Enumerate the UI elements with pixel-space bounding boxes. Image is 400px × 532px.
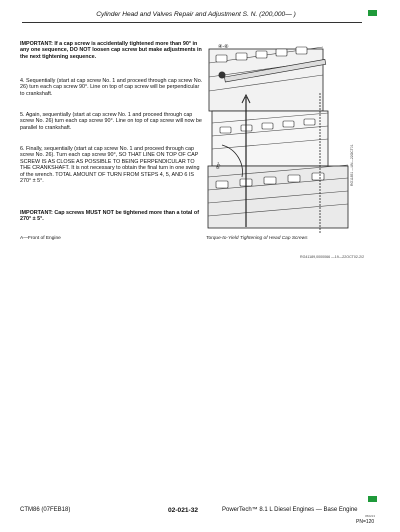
footer-doc-code: CTM86 (07FEB18) — [20, 507, 71, 513]
figure-legend: A—Front of Engine — [20, 236, 61, 241]
step-6-text: Finally, sequentially (start at cap screw No. 1 and proceed through cap screw No. 26). Turn each cap screw 90°, SO THAT LINE ON TOP OF CAP SCREW IS AS CLOSE AS POSSIBLE TO BEING PERPENDICULAR TO THE CRANKSHAFT. It is not necessary to obtain the final turn in one swing of the wrench. TOTAL AMOUNT OF TURN FROM STEPS 4, 5, AND 6 IS 270° ± 5°. — [20, 146, 200, 185]
step-4-text: Sequentially (start at cap screw No. 1 and proceed through cap screw No. 26) turn each cap screw 90°. Line on top of cap screw will be perpendicular to crankshaft. — [20, 78, 203, 97]
footer-pn: PN=120 — [356, 519, 375, 525]
angle-label: 90° — [215, 161, 223, 170]
header-divider — [22, 22, 362, 23]
figure-id: RG41189,0000066 —19—22OCT02-2/2 — [300, 255, 365, 259]
step-6 — [20, 146, 205, 184]
important-note-1 — [20, 41, 205, 60]
step-5-number: 5. — [20, 112, 25, 118]
page-header-title: Cylinder Head and Valves Repair and Adjustment S. N. (200,000— ) — [96, 11, 296, 18]
green-marker-bottom — [368, 496, 377, 502]
step-5 — [20, 112, 205, 131]
important-note-1-text: IMPORTANT: If a cap screw is accidentally tightened more than 90° in any one sequence, DO NOT loosen cap screw but make adjustments in the next tightening sequence. — [20, 41, 202, 60]
cylinder-head-illustration — [206, 37, 356, 242]
figure-side-code: RG11851 —UN—22OCT01 — [350, 144, 354, 186]
footer-small-code: 050213 — [365, 514, 376, 518]
step-4 — [20, 78, 205, 97]
footer-manual-title: PowerTech™ 8.1 L Diesel Engines — Base Engine — [222, 507, 358, 513]
step-4-number: 4. — [20, 78, 25, 84]
footer-page-number: 02-021-32 — [168, 507, 199, 514]
green-marker-top — [368, 10, 377, 16]
figure-caption: Torque-to-Yield Tightening of Head Cap Screws — [206, 236, 308, 241]
step-5-text: Again, sequentially (start at cap screw No. 1 and proceed through cap screw No. 26) turn each cap screw 90°. Line on top of cap screw will now be parallel to crankshaft. — [20, 112, 202, 131]
important-note-2-text: IMPORTANT: Cap screws MUST NOT be tightened more than a total of 270° ± 5°. — [20, 210, 200, 223]
important-note-2 — [20, 210, 205, 223]
figure-callout: ④-⑥ — [218, 44, 229, 50]
step-6-number: 6. — [20, 146, 25, 152]
